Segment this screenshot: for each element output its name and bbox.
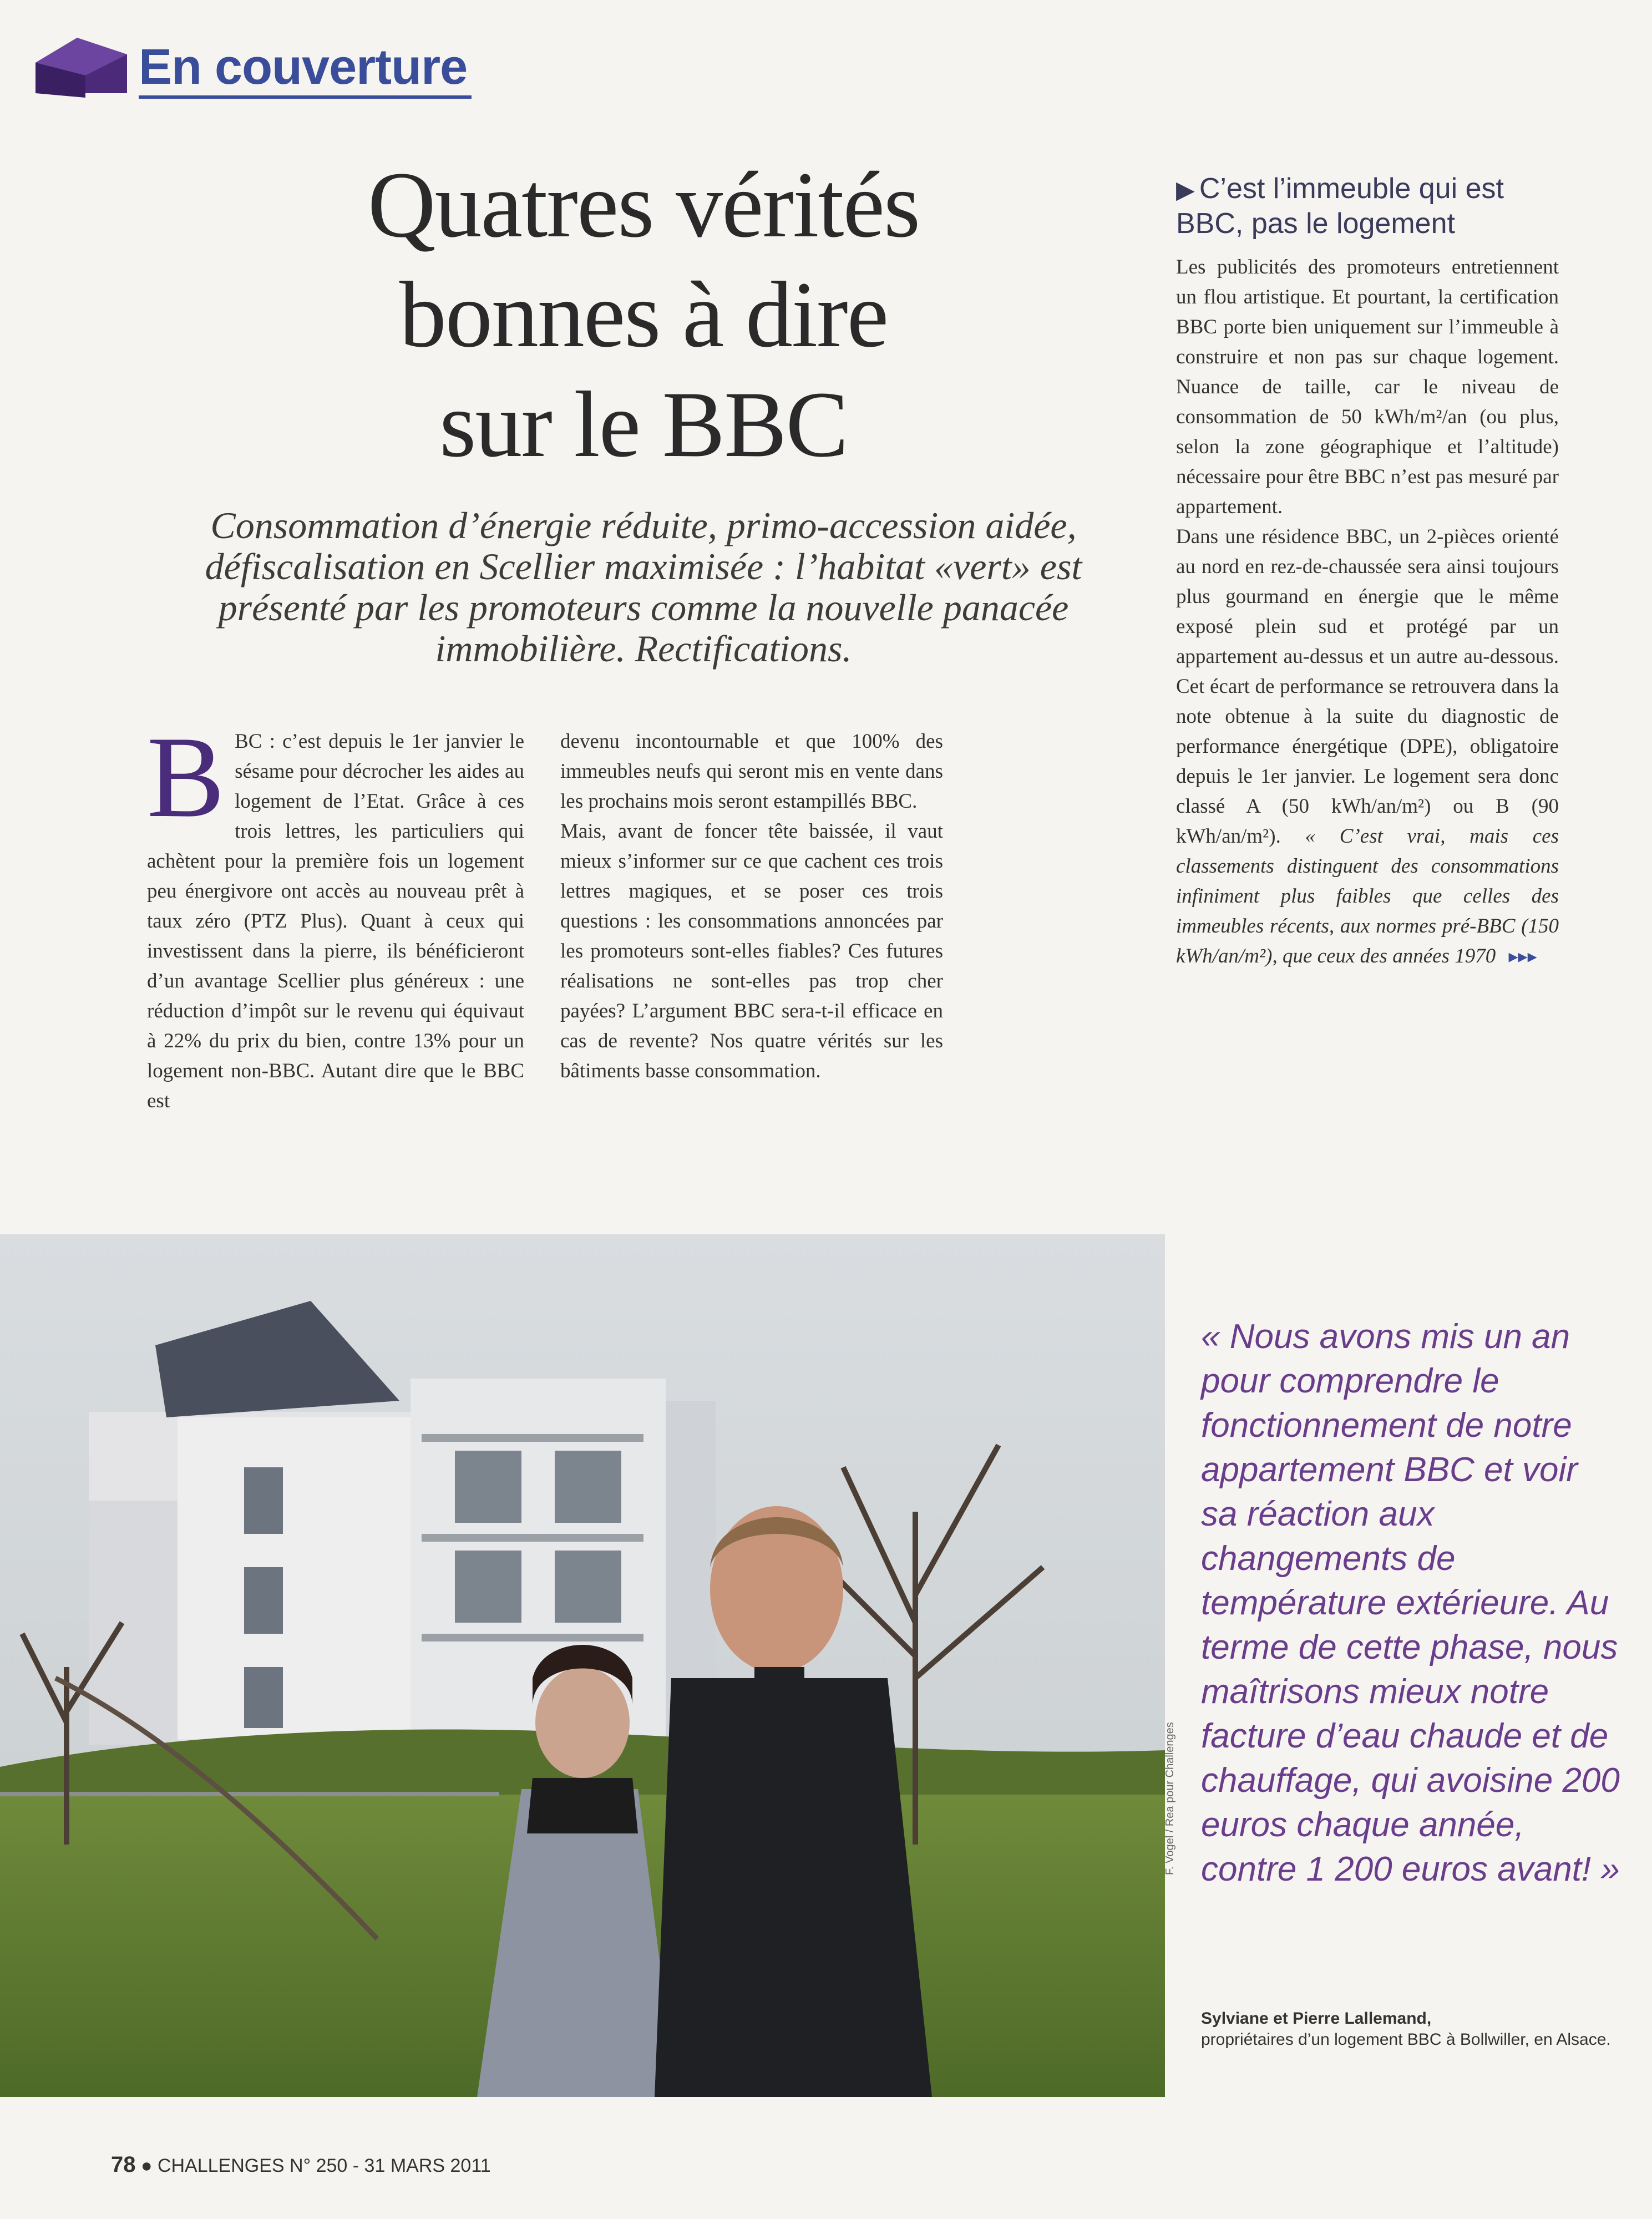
section-label: En couverture — [139, 39, 468, 95]
sidebar-text: Dans une résidence BBC, un 2-pièces orienté au nord en rez-de-chaussée sera ainsi toujours plus gourmand en énergie que le même exposé plein sud et protégé par un appartement au-dessus et un autre au-dessous. Cet écart de performance se retrouvera dans la note obtenue à la suite du diagnostic de performance énergétique (DPE), obligatoire depuis le 1er janvier. Le logement sera donc classé A (50 kWh/an/m²) ou B (90 kWh/an/m²). — [1176, 525, 1559, 848]
continue-arrows-icon: ▸▸▸ — [1508, 946, 1537, 967]
sidebar-paragraph: Les publicités des promoteurs entretiennent un flou artistique. Et pourtant, la certification BBC porte bien uniquement sur l’immeuble à construire et non pas sur chaque logement. Nuance de taille, car le niveau de consommation de 50 kWh/m²/an (ou plus, selon la zone géographique et l’altitude) nécessaire pour être BBC n’est pas mesuré par appartement. — [1176, 256, 1559, 518]
dropcap: B — [147, 713, 225, 842]
photo-credit: F. Vogel / Rea pour Challenges — [1164, 1722, 1176, 1875]
publication-info: CHALLENGES N° 250 - 31 MARS 2011 — [157, 2155, 491, 2176]
article-column-1 — [147, 713, 524, 1116]
sidebar-heading-text: C’est l’immeuble qui est BBC, pas le logement — [1176, 173, 1504, 240]
pull-quote-attribution — [1201, 2008, 1623, 2050]
title-line: Quatres vérités — [367, 153, 920, 257]
pull-quote: « Nous avons mis un an pour comprendre le fonctionnement de notre appartement BBC et voir sa réaction aux changements de température extérieure. Au terme de cette phase, nous maîtrisons mieux notre facture d’eau chaude et de chauffage, qui avoisine 200 euros chaque année, contre 1 200 euros avant! » — [1201, 1318, 1620, 1888]
article-lede: Consommation d’énergie réduite, primo-accession aidée, défiscalisation en Scellier maximisée : l’habitat «vert» est présenté par les promoteurs comme la nouvelle panacée immobilière. Rectifications. — [205, 504, 1082, 670]
footer-separator: ● — [140, 2155, 158, 2176]
title-line: bonnes à dire — [399, 262, 888, 367]
sidebar-heading — [1176, 172, 1575, 240]
page-footer — [111, 2152, 491, 2177]
page-number: 78 — [111, 2152, 136, 2177]
article-title — [155, 150, 1132, 479]
quote-author-description: propriétaires d’un logement BBC à Bollwiller, en Alsace. — [1201, 2030, 1611, 2049]
sidebar-quote: « C’est vrai, mais ces classements distinguent des consommations infiniment plus faibles que celles des immeubles récents, aux normes pré-BBC (150 kWh/an/m²), que ceux des années 1970 — [1176, 825, 1559, 967]
sidebar-paragraph — [1176, 522, 1559, 971]
article-column-2 — [560, 727, 943, 1086]
section-underline — [139, 95, 472, 99]
article-paragraph: BC : c’est depuis le 1er janvier le sésame pour décrocher les aides au logement de l’Etat. Grâce à ces trois lettres, les particuliers qui achètent pour la première fois un logement peu énergivore ont accès au nouveau prêt à taux zéro (PTZ Plus). Quant à ceux qui investissent dans la pierre, ils bénéficieront d’un avantage Scellier plus généreux : une réduction d’impôt sur le revenu qui équivaut à 22% du prix du bien, contre 13% pour un logement non-BBC. Autant dire que le BBC est — [147, 730, 524, 1112]
title-line: sur le BBC — [439, 372, 848, 477]
article-photo — [0, 1234, 1165, 2097]
sidebar-column — [1176, 252, 1559, 971]
triangle-bullet-icon: ▶ — [1176, 176, 1195, 204]
article-paragraph: devenu incontournable et que 100% des immeubles neufs qui seront mis en vente dans les prochains mois seront estampillés BBC. — [560, 730, 943, 813]
house-icon — [24, 32, 135, 104]
article-paragraph: Mais, avant de foncer tête baissée, il vaut mieux s’informer sur ce que cachent ces trois lettres magiques, et se poser ces trois questions : les consommations annoncées par les promoteurs sont-elles fiables? Ces futures réalisations ne sont-elles pas trop cher payées? L’argument BBC sera-t-il efficace en cas de revente? Nos quatre vérités sur les bâtiments basse consommation. — [560, 820, 943, 1082]
quote-author: Sylviane et Pierre Lallemand, — [1201, 2009, 1432, 2028]
